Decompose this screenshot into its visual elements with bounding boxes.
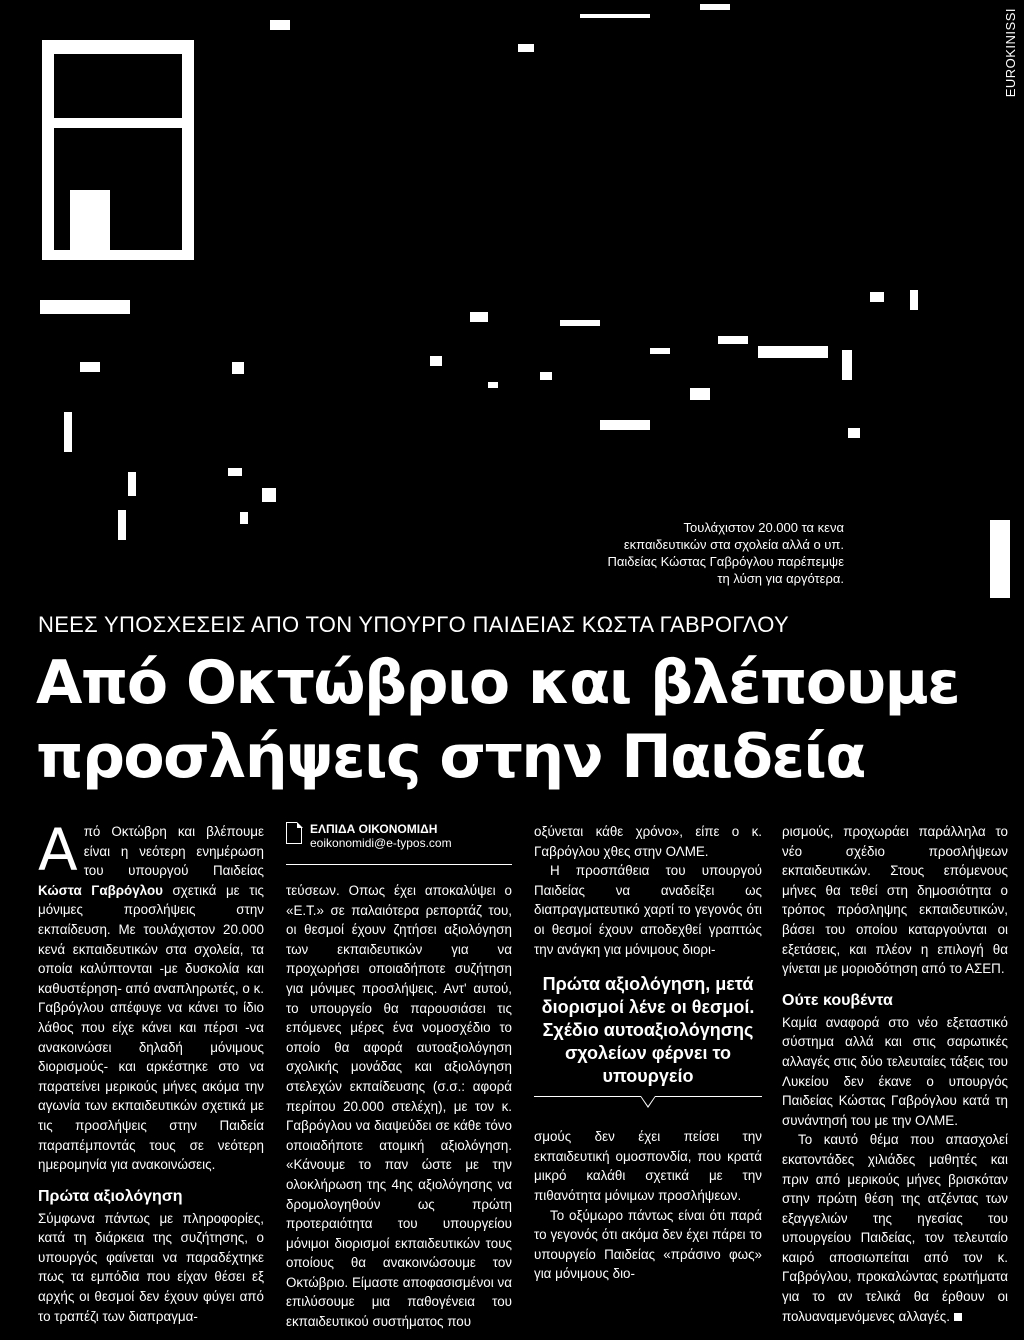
- author-email: eoikonomidi@e-typos.com: [310, 836, 452, 850]
- dropcap: Α: [38, 816, 78, 884]
- article-column-4: [782, 822, 1008, 1326]
- document-icon: [286, 822, 302, 844]
- lead-text: πό Οκτώβρη και βλέπουμε είναι η νεότερη ενημέρωση του υπουργού Παιδείας: [83, 824, 264, 879]
- paragraph: ρισμούς, προχωράει παράλληλα το νέο σχέδιο προσλήψεων εκπαιδευτικών. Στους επόμενους μήνες θα τεθεί στη δημοσιότητα ο τρόπος πρόσληψης εκπαιδευτικών, βάσει του οποίου καταργούνται οι εξετάσεις, και πλέον η επιλογή θα γίνεται με μοριοδότηση από το ΑΣΕΠ.: [782, 824, 1008, 977]
- paragraph: σμούς δεν έχει πείσει την εκπαιδευτική ομοσπονδία, που κρατά μικρό καλάθι σχετικά με την πιθανότητα μόνιμων προσλήψεων.: [534, 1129, 762, 1203]
- lead-text-cont: σχετικά με τις μόνιμες προσλήψεις στην εκπαίδευση. Με τουλάχιστον 20.000 κενά εκπαιδευτικών στα σχολεία, τα οποία καλύπτονται -με δυσκολία και καθυστέρηση- από αναπληρωτές, ο κ. Γαβρόγλου απέφυγε να κάνει το ίδιο λάθος που είχε κάνει και πέρσι -να ανακοινώσει δηλαδή μόνιμους διορισμούς- και αρκέστηκε στο να παρατείνει μερικούς μήνες ακόμα την αγωνία των εκπαιδευτικών σχετικά με τις προσλήψεις στην Παιδεία παραπέμποντάς τους σε νεότερη ημερομηνία για ανακοινώσεις.: [38, 882, 264, 1173]
- pull-quote-divider: [534, 1096, 762, 1117]
- kicker: ΝΕΕΣ ΥΠΟΣΧΕΣΕΙΣ ΑΠΟ ΤΟΝ ΥΠΟΥΡΓΟ ΠΑΙΔΕΙΑΣ ΚΩΣΤΑ ΓΑΒΡΟΓΛΟΥ: [38, 612, 789, 637]
- minister-name: Κώστα Γαβρόγλου: [38, 882, 163, 898]
- closing-text: Το καυτό θέμα που απασχολεί εκατοντάδες χιλιάδες μαθητές και πριν από μερικούς μήνες βρισκόταν στην πρώτη θέση της ατζέντας των εξαγγελιών της ηγεσίας του υπουργείου Παιδείας, τον τελευταίο καιρό αποσιωπείται από τον κ. Γαβρόγλου, προκαλώντας ερωτήματα για το αν τελικά θα έρθουν οι πολυαναμενόμενες αλλαγές.: [782, 1132, 1008, 1324]
- article-photo: [0, 0, 1024, 600]
- end-mark-icon: [954, 1313, 962, 1321]
- lead-paragraph: [38, 816, 264, 1175]
- paragraph: Καμία αναφορά στο νέο εξεταστικό σύστημα αλλά και στις σαρωτικές αλλαγές στις δύο τελευταίες τάξεις του Λυκείου δεν έκανε ο υπουργός Παιδείας Κώστας Γαβρόγλου κατά τη συνάντησή του με την ΟΛΜΕ.: [782, 1014, 1008, 1128]
- subhead-first-evaluation: Πρώτα αξιολόγηση: [38, 1187, 183, 1205]
- headline: Από Οκτώβριο και βλέπουμε προσλήψεις στην Παιδεία: [36, 648, 960, 792]
- paragraph: οξύνεται κάθε χρόνο», είπε ο κ. Γαβρόγλου χθες στην ΟΛΜΕ.: [534, 824, 762, 859]
- paragraph: Σύμφωνα πάντως με πληροφορίες, κατά τη διάρκεια της συζήτησης, ο υπουργός φαίνεται να παραδέχτηκε πως τα εμπόδια που είχαν θέσει εξ αρχής οι θεσμοί δεν έχουν φύγει από το τραπέζι των διαπραγμα-: [38, 1210, 264, 1324]
- author-name: ΕΛΠΙΔΑ ΟΙΚΟΝΟΜΙΔΗ: [310, 822, 438, 836]
- photo-credit: EUROKINISSI: [1003, 8, 1018, 98]
- article-column-2: [286, 822, 512, 1332]
- paragraph: Η προσπάθεια του υπουργού Παιδείας να αναδείξει ως διαπραγματευτικό χαρτί το γεγονός ότι οι θεσμοί έχουν αποδεχθεί γραπτώς την ανάγκη για μόνιμους διορι-: [534, 863, 762, 957]
- paragraph: τεύσεων. Οπως έχει αποκαλύψει ο «Ε.Τ.» σε παλαιότερα ρεπορτάζ του, οι θεσμοί έχουν ζητήσει αξιολόγηση των εκπαιδευτικών για να προχωρήσει οποιαδήποτε συζήτηση για μόνιμες προσλήψεις. Αντ' αυτού, το υπουργείο θα παρουσιάσει τις επόμενες μέρες ένα νομοσχέδιο το οποίο θα αφορά αυτοαξιολόγηση σχολικής μονάδας και αξιολόγηση στελεχών εκπαίδευσης (σ.σ.: αφορά περίπου 20.000 στελέχη), με τον κ. Γαβρόγλου να διαψεύδει σε κάθε τόνο οποιαδήποτε ατομική αξιολόγηση. «Κάνουμε το παν ώστε με την ολοκλήρωση της 4ης αξιολόγησης να δρομολογηθούν ως πρώτη προτεραιότητα του υπουργείου μόνιμοι διορισμοί εκπαιδευτικών τους οποίους θα ανακοινώσουμε τον Οκτώβριο. Είμαστε αποφασισμένοι να επιλύσουμε μια παθογένεια του εκπαιδευτικού συστήματος που: [286, 883, 512, 1330]
- photo-caption: Τουλάχιστον 20.000 τα κενα εκπαιδευτικών στα σχολεία αλλά ο υπ. Παιδείας Κώστας Γαβρόγλου παρέπεμψε τη λύση για αργότερα.: [607, 520, 844, 586]
- article-column-1: [38, 816, 264, 1326]
- article-column-3: [534, 822, 762, 1284]
- pull-quote: Πρώτα αξιολόγηση, μετά διορισμοί λένε οι θεσμοί. Σχέδιο αυτοαξιολόγησης σχολείων φέρνει το υπουργείο: [541, 974, 755, 1087]
- paragraph: Το οξύμωρο πάντως είναι ότι παρά το γεγονός ότι ακόμα δεν έχει πάρει το υπουργείο Παιδείας «πράσινο φως» για μόνιμους διο-: [534, 1207, 762, 1282]
- subhead-no-word: Ούτε κουβέντα: [782, 991, 893, 1009]
- paragraph: [782, 1130, 1008, 1326]
- author-box: [286, 822, 512, 865]
